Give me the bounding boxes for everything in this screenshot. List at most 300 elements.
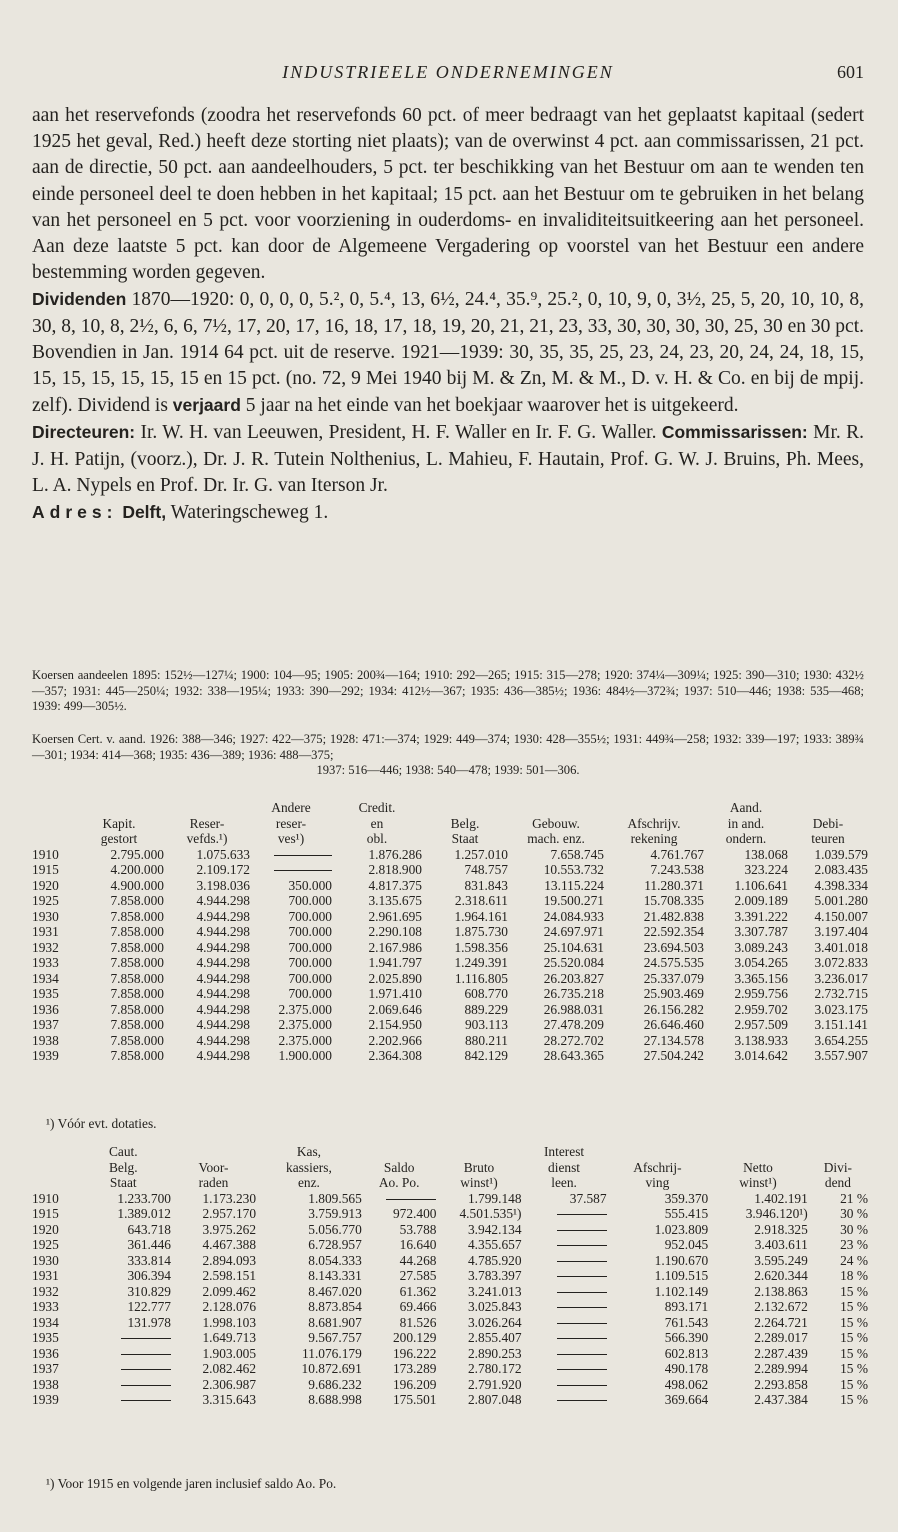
empty-cell-dash [76, 1377, 171, 1393]
value-cell: 4.944.298 [196, 1001, 250, 1017]
value-cell: 22.592.354 [643, 924, 704, 939]
column-header: Afschrijv. [627, 815, 681, 831]
results-table-footnote: ¹) Voor 1915 en volgende jaren inclusief saldo Ao. Po. [46, 1476, 337, 1491]
directors-label: Directeuren: [32, 422, 136, 443]
column-header: Gebouw. [532, 815, 580, 831]
column-header [171, 1144, 256, 1160]
value-cell: 4.150.007 [814, 908, 868, 924]
table-row [32, 1206, 868, 1222]
value-cell: 1.941.797 [368, 955, 422, 970]
column-header: Belg. [108, 1159, 138, 1175]
value-cell: 8.873.854 [308, 1299, 362, 1314]
table-row [32, 893, 868, 909]
value-cell: 700.000 [288, 924, 332, 939]
value-cell: 4.944.298 [196, 939, 250, 955]
value-cell: 3.557.907 [814, 1048, 868, 1063]
address-street: Wateringscheweg 1. [166, 502, 329, 524]
value-cell: 3.946.120¹) [745, 1206, 808, 1221]
empty-cell-dash [522, 1315, 607, 1331]
value-cell: 748.757 [464, 862, 508, 877]
value-cell: 1.116.805 [454, 970, 508, 986]
column-header [508, 800, 604, 816]
column-header: mach. enz. [527, 831, 585, 846]
header-row [32, 831, 868, 847]
header-row [32, 800, 868, 816]
year-cell: 1933 [32, 1299, 59, 1314]
value-cell: 8.467.020 [308, 1283, 362, 1299]
value-cell: 842.129 [464, 1048, 508, 1063]
year-cell: 1910 [32, 846, 59, 862]
value-cell: 359.370 [664, 1190, 709, 1206]
column-header: Netto [743, 1159, 773, 1175]
year-cell: 1938 [32, 1376, 59, 1392]
empty-cell-dash [522, 1330, 607, 1346]
value-cell: 1.875.730 [454, 924, 508, 939]
value-cell: 2.264.721 [754, 1314, 808, 1330]
table-row [32, 878, 868, 894]
year-cell: 1932 [32, 939, 59, 955]
table-row [32, 847, 868, 863]
value-cell: 9.686.232 [308, 1376, 362, 1392]
table-row [32, 1330, 868, 1346]
value-cell: 26.156.282 [643, 1001, 704, 1017]
column-header: Interest [543, 1144, 585, 1159]
verjaard-label: verjaard [172, 395, 241, 416]
empty-cell-dash [522, 1253, 607, 1269]
column-header: Andere [271, 800, 311, 815]
value-cell: 4.944.298 [196, 1017, 250, 1032]
value-cell: 1.075.633 [196, 846, 250, 862]
table-row [32, 1222, 868, 1238]
column-header: Staat [109, 1175, 137, 1190]
header-row [32, 1175, 868, 1191]
value-cell: 2.289.017 [754, 1330, 808, 1345]
value-cell: 44.268 [399, 1252, 437, 1268]
empty-cell-dash [250, 862, 332, 878]
value-cell: 27.585 [399, 1268, 437, 1283]
value-cell: 8.688.998 [308, 1392, 362, 1407]
column-header: winst¹) [460, 1175, 498, 1190]
value-cell: 23.694.503 [643, 939, 704, 955]
year-cell: 1925 [32, 1237, 59, 1252]
value-cell: 3.365.156 [734, 970, 788, 986]
value-cell: 131.978 [127, 1314, 171, 1330]
value-cell: 643.718 [127, 1221, 171, 1237]
value-cell: 2.318.611 [454, 893, 508, 908]
value-cell: 7.858.000 [110, 1032, 164, 1048]
value-cell: 25.520.084 [543, 955, 604, 970]
paragraph-address [32, 499, 864, 526]
value-cell: 2.138.863 [754, 1283, 808, 1299]
value-cell: 893.171 [664, 1299, 709, 1314]
value-cell: 21 % [840, 1190, 868, 1206]
table-row [32, 1253, 868, 1269]
value-cell: 15 % [840, 1283, 868, 1299]
table-row [32, 1191, 868, 1207]
column-header [788, 800, 868, 816]
column-header: obl. [366, 831, 388, 846]
value-cell: 306.394 [127, 1268, 171, 1283]
column-header: Afschrij- [633, 1159, 682, 1175]
value-cell: 350.000 [288, 877, 332, 893]
value-cell: 3.783.397 [467, 1268, 522, 1283]
value-cell: 7.243.538 [650, 862, 704, 877]
value-cell: 4.944.298 [196, 955, 250, 970]
year-cell: 1937 [32, 1017, 59, 1032]
value-cell: 972.400 [392, 1206, 437, 1221]
empty-cell-dash [76, 1392, 171, 1408]
table-row [32, 1268, 868, 1284]
value-cell: 2.128.076 [202, 1299, 257, 1314]
column-header: dienst [548, 1159, 581, 1175]
empty-cell-dash [522, 1392, 607, 1408]
value-cell: 8.143.331 [308, 1268, 362, 1283]
running-header [32, 62, 864, 88]
table-row [32, 1361, 868, 1377]
value-cell: 4.501.535¹) [459, 1206, 522, 1221]
value-cell: 2.167.986 [368, 939, 422, 955]
column-header [74, 800, 164, 816]
value-cell: 4.761.767 [650, 846, 704, 862]
results-table [32, 1144, 868, 1408]
value-cell: 2.959.702 [734, 1001, 788, 1017]
value-cell: 700.000 [288, 955, 332, 970]
value-cell: 4.944.298 [196, 970, 250, 986]
directors-text: Ir. W. H. van Leeuwen, President, H. F. Waller en Ir. F. G. Waller. [135, 422, 657, 444]
value-cell: 2.961.695 [368, 908, 422, 924]
value-cell: 27.478.209 [543, 1017, 604, 1032]
value-cell: 1.900.000 [278, 1048, 332, 1063]
value-cell: 700.000 [288, 893, 332, 908]
value-cell: 7.858.000 [110, 955, 164, 970]
table-row [32, 1392, 868, 1408]
table-row [32, 940, 868, 956]
value-cell: 1.903.005 [202, 1345, 257, 1361]
value-cell: 26.988.031 [543, 1001, 604, 1017]
value-cell: 3.054.265 [734, 955, 788, 970]
value-cell: 175.501 [392, 1392, 437, 1407]
value-cell: 1.799.148 [467, 1190, 522, 1206]
empty-cell-dash [522, 1268, 607, 1284]
value-cell: 8.681.907 [308, 1314, 362, 1330]
commissioners-text: Mr. R. J. H. Patijn, (voorz.), Dr. J. R. Tutein Nolthenius, L. Mahieu, F. Hautain, Prof. G. W. J. Bruins, Ph. Mees, L. A. Nypels en Prof. Dr. Ir. G. van Iterson Jr. [32, 422, 865, 496]
column-header: dend [824, 1175, 851, 1190]
table-row [32, 1017, 868, 1033]
value-cell: 2.791.920 [467, 1376, 522, 1392]
value-cell: 2.069.646 [368, 1001, 422, 1017]
running-title: INDUSTRIEELE ONDERNEMINGEN [282, 62, 614, 82]
year-cell: 1915 [32, 862, 59, 877]
value-cell: 26.646.460 [643, 1017, 704, 1032]
value-cell: 1.039.579 [814, 846, 868, 862]
value-cell: 3.025.843 [467, 1299, 522, 1314]
value-cell: 3.026.264 [467, 1314, 522, 1330]
empty-cell-dash [76, 1346, 171, 1362]
value-cell: 4.944.298 [196, 893, 250, 908]
table-row [32, 1315, 868, 1331]
value-cell: 7.858.000 [110, 893, 164, 908]
year-cell: 1920 [32, 877, 59, 893]
value-cell: 3.241.013 [467, 1283, 522, 1299]
value-cell: 28.643.365 [543, 1048, 604, 1063]
value-cell: 1.109.515 [654, 1268, 709, 1283]
empty-cell-dash [362, 1191, 437, 1207]
column-header: vefds.¹) [186, 831, 228, 846]
value-cell: 1.649.713 [202, 1330, 257, 1345]
value-cell: 3.403.611 [754, 1237, 808, 1252]
value-cell: 15 % [840, 1361, 868, 1376]
value-cell: 27.504.242 [643, 1048, 704, 1063]
header-row [32, 816, 868, 832]
value-cell: 21.482.838 [643, 908, 704, 924]
column-header [604, 800, 704, 816]
column-header: en [370, 815, 384, 831]
empty-cell-dash [522, 1361, 607, 1377]
value-cell: 1.190.670 [654, 1252, 709, 1268]
column-header: Ao. Po. [378, 1175, 420, 1190]
value-cell: 2.894.093 [202, 1252, 257, 1268]
value-cell: 7.858.000 [110, 924, 164, 939]
table-row [32, 1377, 868, 1393]
value-cell: 2.918.325 [754, 1221, 808, 1237]
value-cell: 2.132.672 [754, 1299, 808, 1314]
value-cell: 323.224 [744, 862, 788, 877]
value-cell: 30 % [840, 1206, 868, 1221]
value-cell: 15.708.335 [643, 893, 704, 908]
value-cell: 2.364.308 [368, 1048, 422, 1063]
value-cell: 28.272.702 [543, 1032, 604, 1048]
column-header: Reser- [189, 815, 225, 831]
column-header: enz. [297, 1175, 320, 1190]
empty-cell-dash [522, 1377, 607, 1393]
value-cell: 700.000 [288, 986, 332, 1001]
value-cell: 1.876.286 [368, 846, 422, 862]
value-cell: 889.229 [464, 1001, 508, 1017]
certificate-prices-text: Koersen Cert. v. aand. 1926: 388—346; 1927: 422—375; 1928: 471:—374; 1929: 449—374; 1930: 428—355½; 1931: 449¾—258; 1932: 339—197; 1933: 389¾—301; 1934: 414—368; 1935: 436—389; 1936: 488—375; [32, 732, 864, 762]
value-cell: 2.807.048 [467, 1392, 522, 1407]
empty-cell-dash [250, 847, 332, 863]
year-cell: 1933 [32, 955, 59, 970]
dividends-text-a: 1870—1920: 0, 0, 0, 0, 5.², 0, 5.⁴, 13, 6½, 24.⁴, 35.⁹, 25.², 0, 10, 9, 0, 3½, 25, 5, 20, 10, 10, 8, 30, 8, 10, 8, 2½, 6, 6, 7½, 17, 20, 17, 16, 18, 17, 18, 19, 20, 21, 21, 23, 33, 30, 30, 30, 30, 25, 30 en 30 pct. Bovendien in Jan. 1914 64 pct. uit de reserve. 1921—1939: 30, 35, 35, 25, 23, 24, 23, 20, 24, 24, 18, 15, 15, 15, 15, 15, 15, 15 en 15 pct. (no. 72, 9 Mei 1940 bij M. & Zn, M. & M., D. v. H. & Co. en bij de mpij. zelf). Dividend is [32, 289, 864, 417]
value-cell: 30 % [840, 1221, 868, 1237]
value-cell: 952.045 [664, 1237, 709, 1252]
value-cell: 4.398.334 [814, 877, 868, 893]
paragraph-profit-distribution: aan het reservefonds (zoodra het reservefonds 60 pct. of meer bedraagt van het geplaatst kapitaal (sedert 1925 het geval, Red.) heeft deze storting niet plaats); van de overwinst 4 pct. aan commissarissen, 21 pct. aan de directie, 50 pct. aan aandeelhouders, 5 pct. ter beschikking van het Bestuur om aan te wenden ten einde personeel deel te doen hebben in het kapitaal; 15 pct. aan het Bestuur om te gebruiken in het belang van het personeel en 5 pct. voor voorziening in ouderdoms- en invaliditeitsuitkeering aan het personeel. Aan deze laatste 5 pct. kan door de Algemeene Vergadering op voorstel van het Bestuur een andere bestemming worden gegeven. [32, 105, 864, 284]
value-cell: 15 % [840, 1314, 868, 1330]
value-cell: 53.788 [399, 1221, 437, 1237]
value-cell: 566.390 [664, 1330, 709, 1345]
year-cell: 1937 [32, 1361, 59, 1376]
value-cell: 2.287.439 [754, 1345, 808, 1361]
year-cell: 1930 [32, 1252, 59, 1268]
year-cell: 1939 [32, 1048, 59, 1063]
value-cell: 5.056.770 [308, 1221, 362, 1237]
address-label: Adres: [32, 502, 118, 523]
value-cell: 4.944.298 [196, 986, 250, 1001]
value-cell: 26.735.218 [543, 986, 604, 1001]
year-cell: 1935 [32, 986, 59, 1001]
empty-cell-dash [522, 1237, 607, 1253]
value-cell: 122.777 [127, 1299, 171, 1314]
value-cell: 2.083.435 [814, 862, 868, 877]
value-cell: 3.307.787 [734, 924, 788, 939]
value-cell: 7.858.000 [110, 986, 164, 1001]
value-cell: 7.858.000 [110, 970, 164, 986]
value-cell: 16.640 [399, 1237, 437, 1252]
value-cell: 761.543 [664, 1314, 709, 1330]
value-cell: 3.654.255 [814, 1032, 868, 1048]
value-cell: 1.998.103 [202, 1314, 257, 1330]
value-cell: 2.306.987 [202, 1376, 257, 1392]
column-header: Saldo [383, 1159, 415, 1175]
value-cell: 3.759.913 [308, 1206, 362, 1221]
column-header: reser- [275, 815, 307, 831]
value-cell: 2.957.170 [202, 1206, 257, 1221]
value-cell: 602.813 [664, 1345, 709, 1361]
column-header [708, 1144, 808, 1160]
value-cell: 15 % [840, 1299, 868, 1314]
value-cell: 3.401.018 [814, 939, 868, 955]
value-cell: 2.732.715 [814, 986, 868, 1001]
year-cell: 1931 [32, 1268, 59, 1283]
value-cell: 2.620.344 [754, 1268, 808, 1283]
value-cell: 1.102.149 [654, 1283, 709, 1299]
value-cell: 25.337.079 [643, 970, 704, 986]
value-cell: 4.900.000 [110, 877, 164, 893]
table-row [32, 909, 868, 925]
value-cell: 1.249.391 [454, 955, 508, 970]
value-cell: 4.944.298 [196, 908, 250, 924]
year-cell: 1938 [32, 1032, 59, 1048]
value-cell: 37.587 [569, 1190, 607, 1206]
value-cell: 3.135.675 [368, 893, 422, 908]
empty-cell-dash [522, 1299, 607, 1315]
column-header: raden [198, 1175, 229, 1190]
share-prices [32, 668, 864, 715]
paragraph-directors [32, 419, 864, 499]
value-cell: 61.362 [399, 1283, 437, 1299]
table-row [32, 1346, 868, 1362]
balance-table [32, 800, 868, 1064]
column-header: Credit. [358, 800, 396, 815]
value-cell: 2.855.407 [467, 1330, 522, 1345]
year-cell: 1934 [32, 1314, 59, 1330]
column-header [607, 1144, 709, 1160]
column-header: in and. [727, 815, 765, 831]
value-cell: 2.959.756 [734, 986, 788, 1001]
value-cell: 27.134.578 [643, 1032, 704, 1048]
value-cell: 3.197.404 [814, 924, 868, 939]
value-cell: 18 % [840, 1268, 868, 1283]
value-cell: 3.072.833 [814, 955, 868, 970]
share-prices-text: Koersen aandeelen 1895: 152½—127¼; 1900: 104—95; 1905: 200¾—164; 1910: 292—265; 1915: 315—278; 1920: 374¼—309¼; 1925: 390—310; 1930: 432½—357; 1931: 445—250¼; 1932: 338—195¼; 1933: 390—292; 1934: 412½—367; 1935: 436—385½; 1936: 484½—372¾; 1937: 510—446; 1938: 535—468; 1939: 499—305½. [32, 668, 864, 714]
value-cell: 9.567.757 [308, 1330, 362, 1345]
value-cell: 4.467.388 [202, 1237, 257, 1252]
empty-cell-dash [76, 1330, 171, 1346]
value-cell: 15 % [840, 1330, 868, 1345]
value-cell: 200.129 [392, 1330, 437, 1345]
value-cell: 1.809.565 [308, 1190, 362, 1206]
value-cell: 4.944.298 [196, 924, 250, 939]
value-cell: 7.858.000 [110, 908, 164, 924]
value-cell: 13.115.224 [544, 877, 604, 893]
year-cell: 1932 [32, 1283, 59, 1299]
value-cell: 2.818.900 [368, 862, 422, 877]
column-header: Voor- [198, 1159, 229, 1175]
body-text [32, 103, 864, 526]
value-cell: 2.375.000 [278, 1032, 332, 1048]
empty-cell-dash [522, 1346, 607, 1362]
column-header: rekening [630, 831, 678, 846]
value-cell: 1.106.641 [734, 877, 788, 893]
year-cell: 1936 [32, 1001, 59, 1017]
value-cell: 700.000 [288, 908, 332, 924]
value-cell: 2.009.189 [734, 893, 788, 908]
value-cell: 138.068 [744, 846, 788, 862]
column-header: Kas, [296, 1144, 322, 1159]
value-cell: 2.375.000 [278, 1017, 332, 1032]
value-cell: 1.173.230 [202, 1190, 257, 1206]
value-cell: 4.200.000 [110, 862, 164, 877]
column-header: gestort [100, 831, 138, 846]
value-cell: 23 % [840, 1237, 868, 1252]
value-cell: 1.023.809 [654, 1221, 709, 1237]
header-row [32, 1144, 868, 1160]
value-cell: 3.595.249 [754, 1252, 808, 1268]
value-cell: 608.770 [464, 986, 508, 1001]
value-cell: 7.858.000 [110, 1017, 164, 1032]
value-cell: 555.415 [664, 1206, 709, 1221]
column-header: leen. [551, 1175, 577, 1190]
value-cell: 24.697.971 [543, 924, 604, 939]
commissioners-label: Commissarissen: [661, 422, 808, 443]
dividends-text-b: 5 jaar na het einde van het boekjaar waarover het is uitgekeerd. [240, 395, 739, 417]
value-cell: 196.209 [392, 1376, 437, 1392]
column-header: Caut. [108, 1144, 138, 1159]
empty-cell-dash [522, 1222, 607, 1238]
value-cell: 3.315.643 [202, 1392, 257, 1407]
value-cell: 2.154.950 [368, 1017, 422, 1032]
empty-cell-dash [522, 1284, 607, 1300]
value-cell: 5.001.280 [814, 893, 868, 908]
value-cell: 2.109.172 [196, 862, 250, 877]
table-row [32, 1002, 868, 1018]
value-cell: 1.257.010 [454, 846, 508, 862]
value-cell: 3.391.222 [734, 908, 788, 924]
value-cell: 69.466 [399, 1299, 437, 1314]
balance-table-footnote: ¹) Vóór evt. dotaties. [46, 1116, 157, 1131]
value-cell: 2.290.108 [368, 924, 422, 939]
value-cell: 7.858.000 [110, 1001, 164, 1017]
dividends-label: Dividenden [32, 289, 127, 310]
value-cell: 361.446 [127, 1237, 171, 1252]
value-cell: 4.944.298 [196, 1032, 250, 1048]
value-cell: 11.076.179 [302, 1345, 362, 1361]
value-cell: 3.138.933 [734, 1032, 788, 1048]
table-row [32, 1033, 868, 1049]
year-cell: 1915 [32, 1206, 59, 1221]
value-cell: 1.389.012 [117, 1206, 171, 1221]
value-cell: 4.944.298 [196, 1048, 250, 1063]
value-cell: 11.280.371 [644, 877, 704, 893]
column-header [422, 800, 508, 816]
value-cell: 333.814 [127, 1252, 171, 1268]
column-header [164, 800, 250, 816]
value-cell: 498.062 [664, 1376, 709, 1392]
value-cell: 24.575.535 [643, 955, 704, 970]
value-cell: 1.964.161 [454, 908, 508, 924]
column-header [436, 1144, 521, 1160]
